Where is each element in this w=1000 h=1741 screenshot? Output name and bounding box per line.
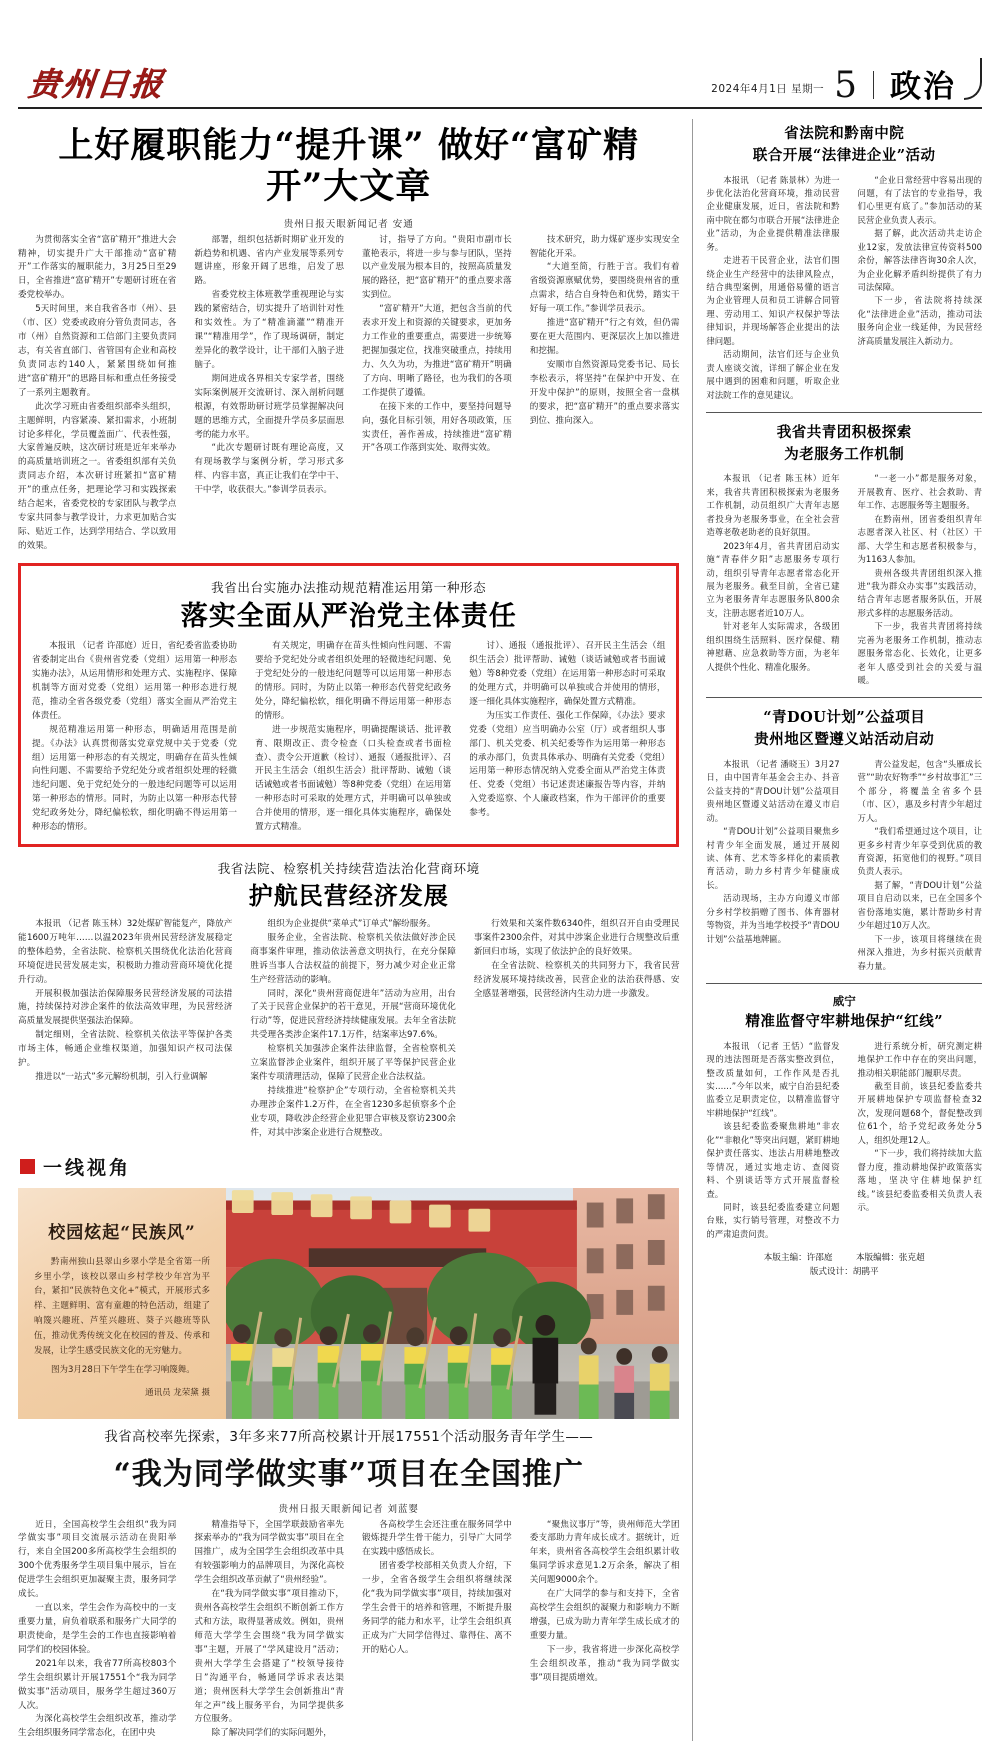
- headline-line: 省法院和黔南中院: [784, 125, 905, 142]
- caption-body: 黔南州独山县翠山乡翠小学是全省第一所乡里小学，该校以翠山乡村学校少年宫为平台，紧扣“民族特色文化+”模式，开展形式多样、主题鲜明、富有童趣的特色活动，组建了响篾兴趣班、芦笙兴趣班、葵子兴趣班等队伍，推动优秀传统文化在校园的普及、传承和发展，让学生感受民族文化的无穷魅力。: [34, 1256, 210, 1356]
- newspaper-logo: 贵州日报: [26, 65, 167, 103]
- lead-story: [18, 125, 679, 554]
- paragraph: 在全省法院、检察机关的共同努力下，我省民营经济发展环境持续改善，民营企业的法治获得感、安全感显著增强，民营经济内生动力进一步激发。: [473, 960, 680, 999]
- paragraph: 青公益发起，包含“头雁成长营”“助农好物季”“乡村故事汇”三个部分，将覆盖全省多个县（市、区），惠及乡村青少年超过万人。: [857, 758, 982, 823]
- paragraph: 5天时间里，来自我省各市（州）、县（市、区）党委或政府分管负责同志，各市（州）自然资源和工信部门主要负责同志，有关省直部门、省管国有企业和高校负责同志约140人，紧紧围绕如何推进“富矿精开”的思路目标和重点任务接受了一系列主题教育。: [18, 304, 177, 398]
- headline-line: 联合开展“法律进企业”活动: [752, 146, 936, 164]
- paragraph: 走进若干民营企业，法官们围绕企业生产经营中的法律风险点，结合典型案例，用通俗易懂的语言为企业管理人员和员工讲解合同管理、劳动用工、知识产权保护等法律知识，并现场解答企业提出的法律问题。: [706, 255, 840, 346]
- article-column: [521, 1519, 680, 1741]
- paragraph: 本报讯 （记者 陈玉林）32处煤矿智能复产，降放产能1600万吨年……以温2023年贵州民营经济发展稳定的整体趋势，全省法院、检察机关围绕优化法治化营商环境促进民营发展走实，积极助力推动营商环境优化提升行动。: [18, 918, 233, 985]
- paragraph: 在“我为同学做实事”项目推动下，贵州各高校学生会组织不断创新工作方式和方法，取得显著成效。例如，贵州师范大学学生会围绕“我为同学做实事”主题，开展了“学风建设月”活动；贵州大学学生会搭建了“校领导接待日”沟通平台，畅通同学诉求表达渠道；贵州医科大学学生会创新推出“青年之声”线上服务平台，为同学提供多方位服务。: [194, 1589, 345, 1725]
- paragraph: 针对老年人实际需求，各级团组织围绕生活照料、医疗保健、精神慰藉、应急救助等方面，为老年人提供个性化、精准化服务。: [706, 621, 840, 672]
- right-columns-4: [706, 1040, 982, 1242]
- paragraph: 本报讯 （记者 王恬）“监督发现的违法图斑是否落实整改到位，整改质量如何，工作作风是否扎实……”今年以来，威宁自治县纪委监委立足职责定位，以精准监督守牢耕地保护“红线”。: [706, 1040, 840, 1118]
- article-column: [706, 1040, 839, 1242]
- paragraph: 制定细则，全省法院、检察机关依法平等保护各类市场主体，畅通企业维权渠道，加强知识产权司法保护。: [18, 1030, 233, 1069]
- paragraph: 技术研究，助力煤矿逐步实现安全智能化开采。: [529, 234, 680, 259]
- bottom-story-columns: [18, 1519, 679, 1741]
- article-column: [706, 472, 839, 687]
- paragraph: 据了解，“青DOU计划”公益项目自启动以来，已在全国多个省份落地实施，累计帮助乡村青少年超过10万人次。: [857, 879, 982, 931]
- paragraph: 组织为企业提供“菜单式”订单式”解纷服务。: [267, 918, 436, 929]
- paragraph: 下一步，该项目将继续在贵州深入推进，为乡村振兴贡献青春力量。: [857, 933, 982, 971]
- paragraph: 据了解，此次活动共走访企业12家，发放法律宣传资料500余份，解答法律咨询30余人次，为企业化解矛盾纠纷提供了有力司法保障。: [857, 228, 982, 292]
- article-column: [849, 1040, 982, 1242]
- layout-designer: 版式设计：胡鹃平: [809, 1267, 879, 1278]
- redbox-kicker: 我省出台实施办法推动规范精准运用第一种形态: [211, 579, 487, 595]
- paragraph: 本报讯 （记者 许邵庭）近日，省纪委省监委协助省委制定出台《贵州省党委（党组）运用第一种形态实施办法》，从运用情形和处理方式、实施程序、保障机制等方面对党委（党组）运用第一种形态进行规范，推动全省各级党委（党组）落实全面从严治党主体责任。: [32, 641, 237, 721]
- article-column: [241, 918, 456, 1141]
- article-column: [185, 234, 344, 554]
- paragraph: “大道至简，行胜于言。我们有着省级资源禀赋优势，要围绕贵州省的重点需求，结合自身特色和优势，踏实干好每一项工作。”参训学员表示。: [529, 262, 680, 315]
- paragraph: “一老一小”都是服务对象，开展教育、医疗、社会救助、青年工作、志愿服务等主题服务。: [857, 473, 982, 511]
- page-credits: [706, 1251, 982, 1279]
- legal-kicker: 我省法院、检察机关持续营造法治化营商环境: [217, 861, 480, 877]
- paragraph: 下一步，省法院将持续深化“法律进企业”活动，推动司法服务向企业一线延伸，为民营经济高质量发展注入新动力。: [857, 295, 982, 346]
- photo-caption-box: [18, 1188, 226, 1419]
- article-column: [849, 758, 982, 973]
- paragraph: 各高校学生会还注重在服务同学中锻炼提升学生骨干能力，引导广大同学在实践中感悟成长。: [362, 1519, 512, 1558]
- right-headline-3: [706, 707, 982, 751]
- headline-line: 为老服务工作机制: [784, 445, 905, 463]
- paragraph: “聚焦议事厅”等，贵州师范大学团委支部助力青年成长成才。据统计，近年来，贵州省各高校学生会组织累计收集同学诉求意见1.2万余条，解决了相关问题9000余个。: [529, 1519, 680, 1586]
- credits-line-1: [706, 1251, 982, 1265]
- paragraph: “下一步，我们将持续加大监督力度，推动耕地保护政策落实落地，坚决守住耕地保护红线。”该县纪委监委相关负责人表示。: [857, 1148, 982, 1212]
- frontline-perspective-label: 一线视角: [43, 1156, 132, 1179]
- right-headline-4-location: 威宁: [832, 993, 856, 1008]
- paragraph: “青DOU计划”公益项目聚焦乡村青少年全面发展，通过开展阅读、体育、艺术等多样化的素质教育活动，助力乡村青少年健康成长。: [706, 826, 840, 890]
- masthead: [18, 52, 982, 107]
- paragraph: 下一步，我省共青团将持续完善为老服务工作机制，推动志愿服务常态化、长效化，让更多老年人感受到社会的关爱与温暖。: [857, 621, 982, 685]
- paragraph: 本报讯 （记者 潘晓玉）3月27日，由中国青年基金会主办、抖音公益支持的“青DOU计划”公益项目贵州地区暨遵义站活动在遵义市启动。: [706, 758, 840, 823]
- right-headline-1: [706, 123, 982, 167]
- paragraph: 省委党校主体班教学重视理论与实践的紧密结合，切实提升了培训针对性和实效性。为了“精准滴灌”“精准开课”“精准用学”，作了现场调研，制定差异化的教学设计，让干部们入脑子进脑子。: [194, 290, 345, 370]
- school-photograph: [226, 1188, 679, 1419]
- legal-story: [18, 859, 679, 1141]
- redbox-headline: 落实全面从严治党主体责任: [180, 600, 517, 632]
- paragraph: “企业日常经营中容易出现的问题，有了法官的专业指导，我们心里更有底了。”参加活动的某民营企业负责人表示。: [857, 174, 982, 225]
- article-column: [18, 918, 232, 1141]
- paragraph: 在广大同学的参与和支持下，全省高校学生会组织的凝聚力和影响力不断增强，已成为助力青年学生成长成才的重要力量。: [529, 1589, 680, 1641]
- paragraph: 团省委学校部相关负责人介绍，下一步，全省各级学生会组织将继续深化“我为同学做实事”项目，持续加强对学生会骨干的培养和管理，不断提升服务同学的能力和水平，让学生会组织真正成为广大同学信得过、靠得住、离不开的贴心人。: [362, 1561, 512, 1655]
- masthead-rule: [18, 107, 982, 109]
- paragraph: 开展积极加强法治保障服务民营经济发展的司法措施，持续保持对涉企案件的依法高效审理，为民营经济高质量发展提供坚强法治保障。: [18, 988, 233, 1027]
- paragraph: 安顺市自然资源局党委书记、局长李松表示，将坚持“在保护中开发、在开发中保护”的原则，按照全省一盘棋的要求，把“富矿精开”的重点要求落实到位、推向深入。: [529, 359, 680, 426]
- bottom-kicker: 我省高校率先探索，3年多来77所高校累计开展17551个活动服务青年学生——: [104, 1428, 594, 1445]
- paragraph: 在黔南州，团省委组织青年志愿者深入社区、村（社区）干部、大学生和志愿者积极参与，为1163人参加。: [857, 513, 982, 565]
- masthead-swoosh-decoration: [964, 58, 982, 100]
- article-column: [849, 174, 982, 402]
- right-content-zone: [706, 119, 982, 1741]
- paragraph: 本报讯 （记者 陈玉林）近年来，我省共青团积极探索为老服务工作机制，动员组织广大青年志愿者投身为老服务事业，在全社会营造尊老敬老助老的良好氛围。: [706, 473, 840, 538]
- article-column: [353, 1519, 512, 1741]
- paragraph: “此次专题研讨既有理论高度，又有现场教学与案例分析，学习形式多样、内容丰富，真正让我们在学中干、干中学，收获很大。”参训学员表示。: [194, 443, 345, 496]
- lead-headline: 上好履职能力“提升课” 做好“富矿精开”大文章: [58, 125, 639, 208]
- left-content-zone: [18, 119, 679, 1741]
- paragraph: 持续推进“检察护企”专项行动，全省检察机关共办理涉企案件1.2万件，在全省1230多起侦察多个企业专项，降收涉企经营企业犯罪合审核及察访2300余件，对其中涉案企业进行合规整改。: [250, 1085, 456, 1138]
- legal-headline: 护航民营经济发展: [248, 881, 449, 911]
- paragraph: 在接下来的工作中，要坚持问题导向，强化目标引领，用好各项政策，压实责任，善作善成，持续推进“富矿精开”各项工作落到实处、取得实效。: [362, 401, 512, 454]
- paragraph: “我们希望通过这个项目，让更多乡村青少年享受到优质的教育资源，拓宽他们的视野。”项目负责人表示。: [857, 826, 982, 877]
- paragraph: 近日，全国高校学生会组织“我为同学做实事”项目交流展示活动在贵阳举行，来自全国200多所高校学生会组织的300个优秀服务学生项目集中展示，旨在促进学生会组织更加凝聚主责，服务同学成长。: [18, 1519, 177, 1600]
- right-story-4: [706, 993, 982, 1241]
- paragraph: 行效果和关案件数6340件，组织召开自由受理民事案件2300余件，对其中涉案企业进行合规整改后重新回归市场，实现了依法护企的良好效果。: [473, 918, 680, 957]
- paragraph: 2021年以来，我省77所高校803个学生会组织累计开展17551个“我为同学做实事”活动项目，服务学生超过360万人次。: [18, 1658, 177, 1711]
- right-headline-4: [706, 1011, 982, 1033]
- section-rule: [706, 412, 982, 413]
- frontline-perspective-tag: [20, 1153, 679, 1180]
- article-column: [521, 234, 680, 554]
- paragraph: 服务企业，全省法院、检察机关依法做好涉企民商事案件审理，推动依法善意文明执行，在充分保障胜诉当事人合法权益的前提下，努力减少对企业正常生产经营活动的影响。: [250, 932, 456, 985]
- headline-line: 精准监督守牢耕地保护“红线”: [745, 1012, 944, 1030]
- paragraph: 为贯彻落实全省“富矿精开”推进大会精神，切实提升广大干部推动“富矿精开”工作落实的履职能力，3月25日至29日，全省推进“富矿精开”专题研讨班在省委党校举办。: [18, 234, 177, 301]
- column-divider: [692, 119, 693, 1741]
- paragraph: 2023年4月，省共青团启动实施“青春伴夕阳”志愿服务专项行动，组织引导青年志愿者常态化开展为老服务。截至目前，全省已建立为老服务青年志愿服务队800余支，注册志愿者近10万人。: [706, 540, 840, 618]
- paragraph: 活动期间，法官们还与企业负责人座谈交流，详细了解企业在发展中遇到的困难和问题，听取企业对法院工作的意见建议。: [706, 349, 840, 400]
- page-editor: 本版编辑：张克超: [855, 1253, 925, 1264]
- paragraph: 精准指导下，全国学联鼓励省率先探索举办的“我为同学做实事”项目在全国推广，成为全国学生会组织改革中具有较强影响力的品牌项目，为深化高校学生会组织改革贡献了“贵州经验”。: [194, 1519, 345, 1586]
- redbox-columns: [32, 640, 665, 835]
- paragraph: 除了解决同学们的实际问题外，: [211, 1728, 332, 1739]
- right-story-2: [706, 422, 982, 688]
- article-column: [460, 640, 665, 835]
- article-column: [465, 918, 680, 1141]
- paragraph: 同时，深化“贵州营商促进年”活动为应用，出台了关于民营企业保护的若干意见，开展“营商环境优化行动”等，促进民营经济持续健康发展。去年全省法院共受理各类涉企案件17.1万件，结案率达97.6%。: [250, 988, 456, 1041]
- article-column: [246, 640, 451, 835]
- headline-line: 贵州地区暨遵义站活动启动: [754, 731, 935, 749]
- caption-title: 校园炫起“民族风”: [48, 1222, 196, 1243]
- paragraph: 进行系统分析，研究测定耕地保护工作中存在的突出问题，推动相关职能部门履职尽责。: [857, 1040, 982, 1078]
- caption-note: 图为3月28日下午学生在学习响篾舞。: [51, 1364, 195, 1375]
- article-column: [849, 472, 982, 687]
- article-column: [706, 758, 839, 973]
- page-body: [18, 119, 982, 1741]
- paragraph: 此次学习班由省委组织部牵头组织，主题鲜明，内容紧凑、紧扣需求，小班制讨论多样化，学员覆盖面广、代表性强，大家普遍反映，这次研讨班是近年来举办的高质量培训班之一。省委组织部有关负责同志介绍，本次研讨班紧扣“富矿精开”的重点任务，把理论学习和实践探索结合起来，省委党校的专家团队与教学点专家共同参与教学设计，力求更加贴合实际、贴近工作，达到学用结合、学以致用的效果。: [18, 401, 177, 551]
- paragraph: 为深化高校学生会组织改革，推动学生会组织服务同学常态化，在团中央: [18, 1714, 177, 1739]
- paragraph: 活动现场，主办方向遵义市部分乡村学校捐赠了图书、体育器材等物资，并为当地学校授予“青DOU计划”公益基地牌匾。: [706, 893, 840, 944]
- bottom-byline: 贵州日报天眼新闻记者 刘蓝婴: [278, 1503, 419, 1515]
- paragraph: 下一步，我省将进一步深化高校学生会组织改革，推动“我为同学做实事”项目提质增效。: [529, 1644, 680, 1683]
- paragraph: 检察机关加强涉企案件法律监督，全省检察机关立案监督涉企业案件，组织开展了平等保护民营企业案件专项清理活动，保障了民营企业合法权益。: [250, 1044, 456, 1083]
- masthead-divider: [873, 71, 874, 99]
- chief-editor: 本版主编：许邵庭: [763, 1253, 833, 1264]
- lead-byline: 贵州日报天眼新闻记者 安通: [283, 218, 414, 230]
- article-column: [353, 234, 512, 554]
- feature-photo-block: [18, 1188, 679, 1419]
- paragraph: “富矿精开”大道，把包含当前的代表求开发上和资源的关键要求，更加务力工作业的重要重点，需要进一步统筹把握加强定位，找准突破重点，持续用力、久久为功，为推进“富矿精开”明确了方向、明晰了路径，也为我们的各项工作提供了遵循。: [362, 304, 512, 398]
- article-column: [32, 640, 237, 835]
- section-rule: [706, 983, 982, 984]
- paragraph: 讨，指导了方向。“贵阳市副市长董艳表示，将进一步与参与团队，坚持以产业发展为根本目的，按照高质量发展的路径，把“富矿精开”的重点要求落实到位。: [362, 234, 512, 301]
- red-bordered-story-box: [18, 563, 679, 847]
- paragraph: 推进“富矿精开”行之有效，但仍需要在更大范围内、更深层次上加以推进和挖掘。: [529, 318, 680, 356]
- bottom-headline: “我为同学做实事”项目在全国推广: [113, 1456, 584, 1492]
- paragraph: 该县纪委监委聚焦耕地“非农化”“非粮化”等突出问题，紧盯耕地保护责任落实、违法占用耕地整改等情况，通过实地走访、查阅资料、个别谈话等方式开展监督检查。: [706, 1121, 840, 1199]
- paragraph: 一直以来，学生会作为高校中的一支重要力量，肩负着联系和服务广大同学的职责使命，是学生会的工作也直接影响着同学们的校园体验。: [18, 1603, 177, 1655]
- masthead-right: [711, 58, 982, 107]
- paragraph: 有关规定，明确存在苗头性倾向性问题、不需要给予党纪处分或者组织处理的轻微违纪问题、免于党纪处分的一般违纪问题等可以运用第一种形态的情形。同时，为防止以第一种形态代替党纪政务处分，降纪偏松软，细化明确不得运用第一种形态的情形。: [254, 641, 452, 721]
- caption-credit: 通讯员 龙荣黛 摄: [145, 1387, 210, 1398]
- newspaper-page: [0, 52, 1000, 1739]
- article-column: [18, 1519, 176, 1741]
- paragraph: 同时，该县纪委监委建立问题台账，实行销号管理，对整改不力的严肃追责问责。: [706, 1201, 840, 1239]
- paragraph: 贵州各级共青团组织深入推进“我为群众办实事”实践活动，结合青年志愿者服务队伍，开展形式多样的志愿服务活动。: [857, 567, 982, 618]
- right-columns-2: [706, 472, 982, 687]
- lead-story-columns: [18, 234, 679, 554]
- legal-columns: [18, 918, 679, 1141]
- paragraph: 讨）、通报（通报批评）、召开民主生活会（组织生活会）批评帮助、诫勉（谈话诫勉或者书面诫勉）等8种党委（党组）在运用第一种形态时可采取的处理方式，并明确可以单独或合并使用的情形，逐一细化具体实施程序，确保处置方式精准。: [469, 641, 666, 707]
- section-title: 政治: [890, 69, 956, 106]
- paragraph: 本报讯 （记者 陈景林）为进一步优化法治化营商环境，推动民营企业健康发展，近日，省法院和黔南中院在都匀市联合开展“法律进企业”活动，为企业提供精准法律服务。: [706, 174, 840, 252]
- publication-date: 2024年4月1日 星期一: [711, 83, 825, 95]
- headline-line: “青DOU计划”公益项目: [763, 709, 926, 727]
- right-story-1: [706, 123, 982, 402]
- paragraph: 进一步规范实施程序，明确提醒谈话、批评教育、限期改正、责令检查（口头检查或者书面检查）、责令公开道歉（检讨）、通报（通报批评）、召开民主生活会（组织生活会）批评帮助、诫勉（谈话诫勉或者书面诫勉）等8种党委（党组）在运用第一种形态时可采取的处理方式，并明确可以单独或合并使用的情形，逐一细化具体实施程序，确保处置方式精准。: [254, 724, 452, 833]
- paragraph: 为压实工作责任、强化工作保障，《办法》要求党委（党组）应当明确办公室（厅）或者组织人事部门、机关党委、机关纪委等作为运用第一种形态的承办部门，负责具体承办、明确有关党委（党组）运用第一种形态情况纳入党委全面从严治党主体责任、党委（党组）书记述责述廉报告等内容，并纳入党委巡察、个人廉政档案，作为干部评价的重要参考。: [469, 710, 666, 819]
- right-story-3: [706, 707, 982, 973]
- right-columns-1: [706, 174, 982, 402]
- paragraph: 规范精准运用第一种形态，明确适用范围是前提。《办法》认真贯彻落实党章党规中关于党委（党组）运用第一种形态的有关规定，明确存在苗头性倾向性问题、不需要给予党纪处分或者组织处理的轻微违纪问题、免于党纪处分的一般违纪问题等可以运用第一种形态的情形。同时，为防止以第一种形态代替党纪政务处分，降纪偏松软，细化明确不得运用第一种形态的情形。: [32, 724, 237, 833]
- red-square-bullet-icon: [20, 1159, 35, 1174]
- right-columns-3: [706, 758, 982, 973]
- bottom-story: [18, 1425, 679, 1741]
- paragraph: 部署，组织包括新时期矿业开发的新趋势和机遇、省内产业发展等系列专题讲座，形象开阔了思维，启发了思路。: [194, 234, 345, 287]
- article-column: [185, 1519, 344, 1741]
- paragraph: 推进以“一站式”多元解纷机制，引入行业调解: [35, 1072, 208, 1083]
- section-rule: [706, 697, 982, 698]
- article-column: [706, 174, 839, 402]
- paragraph: 截至目前，该县纪委监委共开展耕地保护专项监督检查32次，发现问题68个，督促整改到位61个，给予党纪政务处分5人，组织处理12人。: [857, 1081, 982, 1145]
- page-number: 5: [834, 65, 857, 107]
- article-column: [18, 234, 176, 554]
- headline-line: 我省共青团积极探索: [776, 423, 912, 441]
- photo-illustration: [226, 1188, 679, 1419]
- right-headline-2: [706, 422, 982, 466]
- paragraph: 期间进成各界相关专家学者，围绕实际案例展开交流研讨、深入剖析问题根源，有效帮助研讨班学员掌握解决问题的思维方式，全面提升学员多层面思考的能力水平。: [194, 373, 345, 440]
